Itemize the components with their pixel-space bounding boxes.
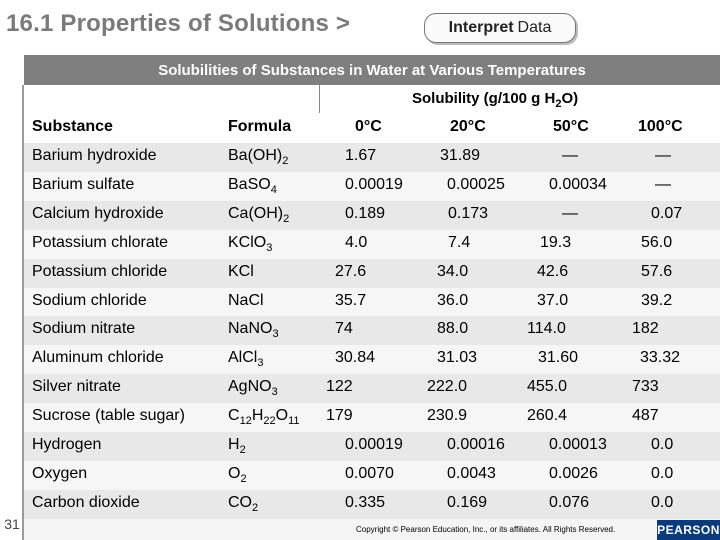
formula-cell: NaNO$_3$: [228, 320, 279, 341]
substance-cell: Potassium chlorate: [32, 233, 169, 251]
solubility-value-cell: 0.173: [448, 204, 489, 222]
solubility-value-cell: 182: [632, 320, 659, 338]
pearson-logo: PEARSON: [657, 520, 720, 540]
substance-cell: Silver nitrate: [32, 378, 121, 396]
solubility-value-cell: 0.0026: [549, 464, 598, 482]
col-header-formula: Formula: [228, 118, 292, 135]
formula-cell: AlCl$_3$: [228, 349, 264, 370]
solubility-value-cell: 19.3: [540, 233, 572, 251]
formula-cell: KClO$_3$: [228, 233, 273, 254]
solubility-value-cell: 179: [326, 407, 353, 425]
substance-cell: Sodium nitrate: [32, 320, 136, 338]
solubility-value-cell: 260.4: [527, 407, 568, 425]
formula-cell: $C_{12}H_{22}O_{11}$: [228, 407, 300, 428]
solubility-value-cell: —: [655, 175, 671, 193]
substance-cell: Barium hydroxide: [32, 147, 157, 164]
substance-cell: Sodium chloride: [32, 291, 147, 309]
formula-cell: $O_2$: [228, 464, 247, 486]
copyright-notice: Copyright © Pearson Education, Inc., or its affiliates. All Rights Reserved.: [356, 525, 616, 534]
solubility-value-cell: 33.32: [640, 349, 681, 367]
solubility-value-cell: 37.0: [537, 291, 569, 309]
solubility-value-cell: 0.0: [651, 493, 674, 511]
substance-cell: Potassium chloride: [32, 262, 168, 280]
solubility-value-cell: 0.189: [345, 204, 386, 222]
solubility-value-cell: 0.335: [345, 493, 386, 511]
interpret-data-button[interactable]: [424, 13, 576, 43]
solubility-value-cell: 733: [632, 378, 659, 396]
formula-cell: $Ca(OH)_2$: [228, 204, 290, 225]
solubility-value-cell: 56.0: [641, 233, 673, 251]
col-header-0c: 0°C: [355, 118, 382, 135]
solubility-value-cell: 74: [335, 320, 353, 338]
solubility-value-cell: 31.03: [437, 349, 478, 367]
solubility-header-row: [24, 85, 720, 115]
solubility-value-cell: 114.0: [527, 320, 566, 338]
slide-title[interactable]: 16.1 Properties of Solutions >: [6, 10, 351, 37]
solubility-value-cell: 487: [632, 407, 659, 425]
formula-cell: $Ba(OH)_2$: [228, 147, 289, 168]
table-caption: Solubilities of Substances in Water at Various Temperatures: [24, 55, 720, 85]
col-header-50c: 50°C: [553, 118, 589, 135]
solubility-value-cell: 0.00013: [549, 436, 607, 453]
formula-cell: $CO_2$: [228, 493, 259, 514]
button-label-bold: Interpret: [448, 19, 514, 36]
solubility-value-cell: 455.0: [527, 378, 568, 396]
substance-cell: Carbon dioxide: [32, 493, 140, 511]
solubility-value-cell: 0.076: [549, 493, 590, 511]
solubility-value-cell: 0.0: [651, 464, 674, 482]
solubility-value-cell: 36.0: [437, 291, 469, 309]
solubility-value-cell: 0.00019: [345, 436, 403, 453]
formula-cell: AgNO$_3$: [228, 378, 278, 399]
page-number: 31: [4, 516, 20, 532]
button-label: Data: [517, 19, 552, 36]
solubility-value-cell: 4.0: [345, 233, 368, 251]
substance-cell: Calcium hydroxide: [32, 204, 164, 222]
solubility-value-cell: 0.07: [651, 204, 683, 222]
solubility-value-cell: 30.84: [335, 349, 376, 367]
solubility-value-cell: 57.6: [641, 262, 673, 280]
solubility-value-cell: 31.60: [538, 349, 579, 367]
solubility-value-cell: 35.7: [335, 291, 367, 309]
col-header-100c: 100°C: [638, 118, 683, 135]
solubility-value-cell: 0.0043: [447, 464, 496, 482]
solubility-value-cell: 7.4: [448, 233, 471, 251]
solubility-value-cell: 0.00019: [345, 175, 403, 193]
solubility-value-cell: 230.9: [427, 407, 468, 425]
solubility-units-label: Solubility (g/100 g $H_2O$): [412, 90, 579, 110]
table-row: [24, 374, 720, 403]
formula-cell: KCl: [228, 262, 254, 280]
substance-cell: Sucrose (table sugar): [32, 407, 185, 425]
solubility-value-cell: 0.00025: [447, 175, 505, 193]
slide-header: [0, 0, 720, 50]
solubility-value-cell: 1.67: [345, 147, 377, 164]
solubility-value-cell: 0.00016: [447, 436, 505, 453]
header-divider: [319, 85, 320, 113]
solubility-value-cell: —: [562, 147, 578, 164]
col-header-20c: 20°C: [450, 118, 486, 135]
solubility-value-cell: 39.2: [641, 291, 673, 309]
solubility-value-cell: 27.6: [335, 262, 367, 280]
substance-cell: Hydrogen: [32, 436, 102, 453]
solubility-value-cell: 0.169: [447, 493, 488, 511]
solubility-value-cell: 0.00034: [549, 175, 607, 193]
solubility-value-cell: 42.6: [537, 262, 569, 280]
substance-cell: Barium sulfate: [32, 175, 135, 193]
substance-cell: Oxygen: [32, 464, 88, 482]
formula-cell: $H_2$: [228, 436, 246, 457]
solubility-value-cell: 34.0: [437, 262, 469, 280]
formula-cell: BaSO$_4$: [228, 175, 277, 197]
substance-cell: Aluminum chloride: [32, 349, 164, 367]
solubility-value-cell: 122: [326, 378, 353, 396]
solubility-value-cell: —: [562, 204, 578, 222]
solubility-value-cell: 0.0: [651, 436, 674, 453]
solubility-value-cell: 0.0070: [345, 464, 394, 482]
solubility-value-cell: —: [655, 147, 671, 164]
solubility-value-cell: 88.0: [437, 320, 469, 338]
col-header-substance: Substance: [32, 118, 113, 135]
formula-cell: NaCl: [228, 291, 264, 309]
solubility-value-cell: 31.89: [440, 147, 481, 164]
solubility-value-cell: 222.0: [427, 378, 468, 396]
